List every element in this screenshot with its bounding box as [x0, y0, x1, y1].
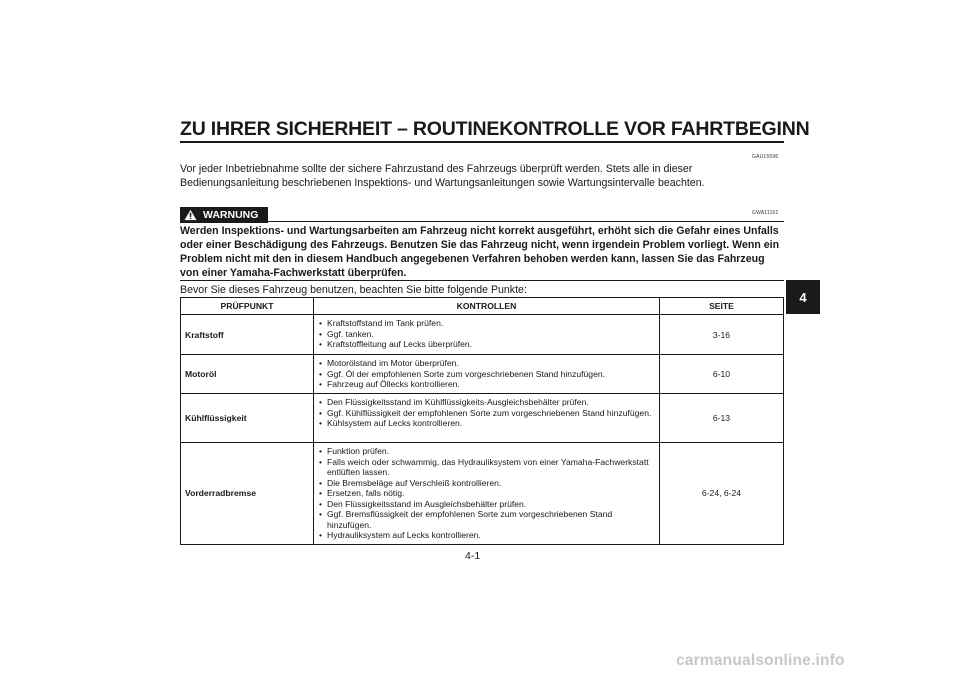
warning-triangle-icon: [184, 209, 197, 221]
check-item: • Motorölstand im Motor überprüfen.: [319, 358, 655, 369]
check-item: • Kühlsystem auf Lecks kontrollieren.: [319, 418, 655, 429]
section-code: GAU15596: [752, 154, 779, 160]
row-page: 6-24, 6-24: [660, 443, 784, 545]
row-item: Kühlflüssigkeit: [181, 394, 314, 443]
check-item: • Den Flüssigkeitsstand im Ausgleichsbehälter prüfen.: [319, 499, 655, 510]
warning-text: Werden Inspektions- und Wartungsarbeiten am Fahrzeug nicht korrekt ausgeführt, erhöht sich die Gefahr eines Unfalls oder einer Beschädigung des Fahrzeugs. Benutzen Sie das Fahrzeug nicht, wenn irgendein Problem vorliegt. Wenn ein Problem nicht mit den in diesem Handbuch angegebenen Verfahren behoben werden kann, lassen Sie das Fahrzeug von einer Yamaha-Fachwerkstatt überprüfen.: [180, 225, 780, 279]
check-item: • Ggf. Kühlflüssigkeit der empfohlenen Sorte zum vorgeschriebenen Stand hinzufügen.: [319, 408, 655, 419]
check-item: • Kraftstoffleitung auf Lecks überprüfen.: [319, 339, 655, 350]
check-item: • Hydrauliksystem auf Lecks kontrollieren.: [319, 530, 655, 541]
row-page: 6-10: [660, 355, 784, 394]
title-underline: [180, 141, 784, 143]
checklist-intro: Bevor Sie dieses Fahrzeug benutzen, beachten Sie bitte folgende Punkte:: [180, 284, 527, 296]
warning-end-rule: [180, 280, 784, 281]
check-item: • Ggf. Öl der empfohlenen Sorte zum vorgeschriebenen Stand hinzufügen.: [319, 369, 655, 380]
check-item: • Den Flüssigkeitsstand im Kühlflüssigkeits-Ausgleichsbehälter prüfen.: [319, 397, 655, 408]
check-item: • Funktion prüfen.: [319, 446, 655, 457]
header-seite: SEITE: [660, 298, 784, 315]
checklist-table: [180, 297, 784, 545]
row-checks: [314, 315, 660, 355]
row-page: 6-13: [660, 394, 784, 443]
check-item: • Die Bremsbeläge auf Verschleiß kontrollieren.: [319, 478, 655, 489]
chapter-tab: 4: [786, 280, 820, 314]
page-title: ZU IHRER SICHERHEIT – ROUTINEKONTROLLE VOR FAHRTBEGINN: [180, 118, 810, 140]
intro-paragraph: Vor jeder Inbetriebnahme sollte der sichere Fahrzustand des Fahrzeugs überprüft werden. Stets alle in dieser Bedienungsanleitung beschriebenen Inspektions- und Wartungsanleitungen sowie Wartungsintervalle beachten.: [180, 163, 705, 189]
watermark: carmanualsonline.info: [676, 652, 845, 669]
table-row: [181, 394, 784, 443]
row-item: Vorderradbremse: [181, 443, 314, 545]
row-item: Motoröl: [181, 355, 314, 394]
row-page: 3-16: [660, 315, 784, 355]
warning-label: WARNUNG: [203, 209, 259, 221]
table-header-row: [181, 298, 784, 315]
page-number: 4-1: [465, 550, 481, 562]
row-item: Kraftstoff: [181, 315, 314, 355]
row-checks: [314, 394, 660, 443]
header-pruefpunkt: PRÜFPUNKT: [181, 298, 314, 315]
check-item: • Falls weich oder schwammig, das Hydrauliksystem von einer Yamaha-Fachwerkstatt entlüften lassen.: [319, 457, 655, 478]
row-checks: [314, 355, 660, 394]
check-item: • Kraftstoffstand im Tank prüfen.: [319, 318, 655, 329]
warning-code: GWA11151: [752, 210, 779, 216]
header-kontrollen: KONTROLLEN: [314, 298, 660, 315]
table-row: [181, 315, 784, 355]
table-row: [181, 443, 784, 545]
check-item: • Fahrzeug auf Öllecks kontrollieren.: [319, 379, 655, 390]
check-item: • Ggf. Bremsflüssigkeit der empfohlenen Sorte zum vorgeschriebenen Stand hinzufügen.: [319, 509, 655, 530]
check-item: • Ersetzen, falls nötig.: [319, 488, 655, 499]
warning-rule: [268, 221, 784, 222]
table-row: [181, 355, 784, 394]
check-item: • Ggf. tanken.: [319, 329, 655, 340]
warning-badge: [180, 207, 268, 223]
row-checks: [314, 443, 660, 545]
